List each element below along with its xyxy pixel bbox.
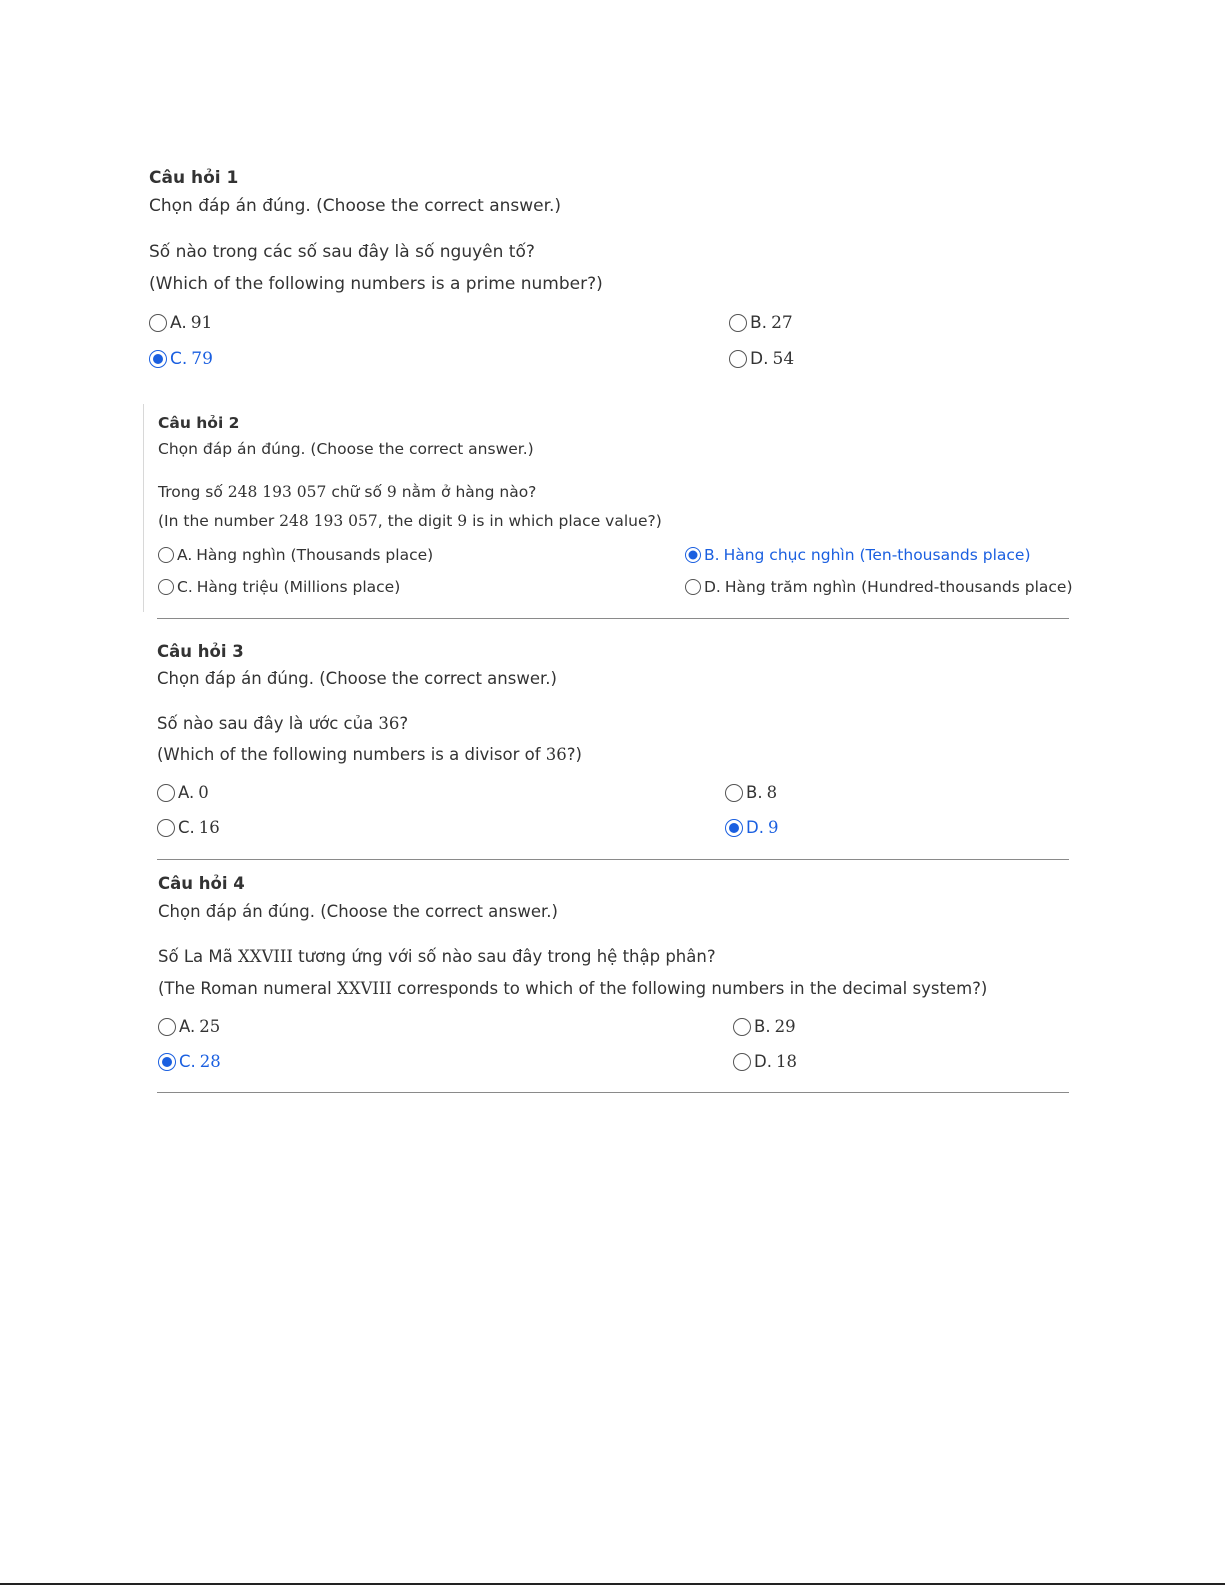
question-text-vi: Số La Mã XXVIII tương ứng với số nào sau đây trong hệ thập phân? [158,947,716,966]
option-letter: C. [170,349,188,369]
radio-button-selected[interactable] [158,1053,176,1071]
option-letter: C. [177,578,193,596]
option-letter: D. [746,818,764,837]
option-d[interactable] [729,349,794,369]
option-a[interactable] [149,313,212,333]
option-value: 9 [767,818,779,837]
radio-button[interactable] [725,784,743,802]
question-title: Câu hỏi 4 [158,874,245,893]
question-title: Câu hỏi 3 [157,642,244,661]
option-letter: A. [170,313,187,333]
radio-button[interactable] [729,314,747,332]
option-value: 18 [775,1052,797,1071]
radio-button-selected[interactable] [725,819,743,837]
option-letter: B. [746,783,763,802]
option-letter: D. [704,578,721,596]
option-a[interactable] [158,1017,220,1036]
divider [157,1092,1069,1093]
option-value: 0 [198,783,209,802]
option-value: Hàng triệu (Millions place) [196,578,401,596]
option-value: 79 [191,349,213,369]
radio-button[interactable] [729,350,747,368]
option-letter: D. [750,349,769,369]
question-title: Câu hỏi 1 [149,168,239,188]
divider [157,859,1069,860]
radio-button[interactable] [733,1018,751,1036]
radio-button[interactable] [158,547,174,563]
option-letter: B. [704,546,720,564]
option-letter: A. [178,783,195,802]
option-letter: A. [179,1017,196,1036]
option-d[interactable] [685,578,1073,596]
question-text-vi: Trong số 248 193 057 chữ số 9 nằm ở hàng nào? [158,483,537,501]
radio-button[interactable] [733,1053,751,1071]
option-c[interactable] [157,818,220,837]
option-value: Hàng nghìn (Thousands place) [196,546,434,564]
question-2-left-border [143,404,144,612]
option-b[interactable] [729,313,793,333]
option-letter: D. [754,1052,772,1071]
option-letter: B. [754,1017,771,1036]
option-value: 54 [772,349,795,369]
question-text-en: (The Roman numeral XXVIII corresponds to which of the following numbers in the decimal system?) [158,979,988,998]
option-a[interactable] [157,783,209,802]
question-text-vi: Số nào sau đây là ước của 36? [157,714,409,733]
option-c[interactable] [149,349,213,369]
option-value: 91 [190,313,213,333]
radio-button[interactable] [157,819,175,837]
option-letter: B. [750,313,768,333]
option-b[interactable] [725,783,777,802]
option-b[interactable] [685,546,1031,564]
radio-button[interactable] [158,579,174,595]
option-value: 25 [199,1017,221,1036]
radio-button[interactable] [158,1018,176,1036]
option-letter: A. [177,546,193,564]
question-instruction: Chọn đáp án đúng. (Choose the correct answer.) [158,902,558,921]
option-value: 29 [774,1017,796,1036]
option-d[interactable] [725,818,778,837]
option-letter: C. [178,818,195,837]
question-text-en: (In the number 248 193 057, the digit 9 is in which place value?) [158,512,662,530]
question-text-en: (Which of the following numbers is a prime number?) [149,274,603,294]
option-value: Hàng chục nghìn (Ten-thousands place) [723,546,1031,564]
option-c[interactable] [158,578,400,596]
question-text-en: (Which of the following numbers is a divisor of 36?) [157,745,582,764]
option-a[interactable] [158,546,433,564]
option-value: 8 [766,783,778,802]
question-text-vi: Số nào trong các số sau đây là số nguyên tố? [149,242,535,262]
radio-button[interactable] [685,579,701,595]
option-c[interactable] [158,1052,221,1071]
option-value: 28 [199,1052,221,1071]
option-letter: C. [179,1052,196,1071]
radio-button[interactable] [149,314,167,332]
option-d[interactable] [733,1052,797,1071]
option-b[interactable] [733,1017,796,1036]
question-title: Câu hỏi 2 [158,414,240,432]
option-value: Hàng trăm nghìn (Hundred-thousands place) [724,578,1073,596]
question-instruction: Chọn đáp án đúng. (Choose the correct answer.) [157,669,557,688]
radio-button[interactable] [157,784,175,802]
question-instruction: Chọn đáp án đúng. (Choose the correct answer.) [149,196,562,216]
radio-button-selected[interactable] [149,350,167,368]
option-value: 16 [198,818,220,837]
radio-button-selected[interactable] [685,547,701,563]
question-instruction: Chọn đáp án đúng. (Choose the correct answer.) [158,440,534,458]
option-value: 27 [771,313,793,333]
divider [157,618,1069,619]
